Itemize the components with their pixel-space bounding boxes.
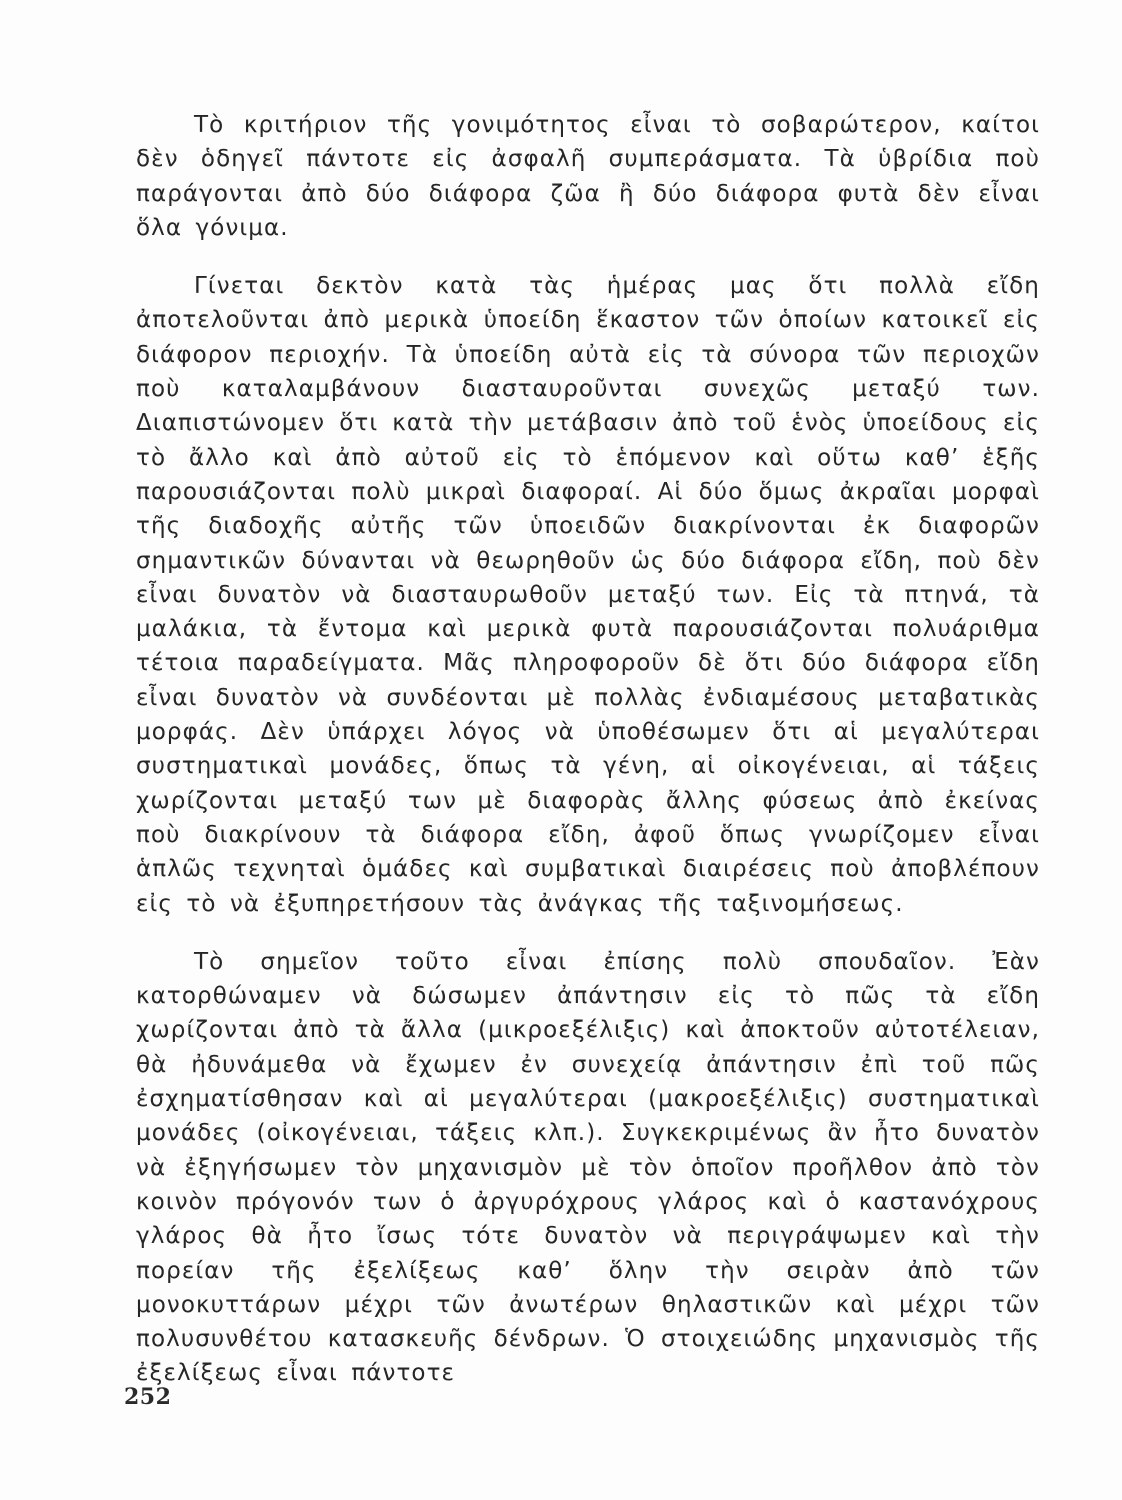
body-text xyxy=(136,108,1040,1391)
paragraph-fertility-criterion: Τὸ κριτήριον τῆς γονιμότητος εἶναι τὸ σοβαρώτερον, καίτοι δὲν ὁδηγεῖ πάντοτε εἰς ἀσφαλῆ συμπεράσματα. Τὰ ὑβρίδια ποὺ παράγονται ἀπὸ δύο διάφορα ζῶα ἢ δύο διάφορα φυτὰ δὲν εἶναι ὅλα γόνιμα. xyxy=(136,112,1040,241)
paragraph-microevolution: Τὸ σημεῖον τοῦτο εἶναι ἐπίσης πολὺ σπουδαῖον. Ἐὰν κατορθώναμεν νὰ δώσωμεν ἀπάντησιν εἰς τὸ πῶς τὰ εἴδη χωρίζονται ἀπὸ τὰ ἄλλα (μικροεξέλιξις) καὶ ἀποκτοῦν αὐτοτέλειαν, θὰ ἠδυνάμεθα νὰ ἔχωμεν ἐν συνεχείᾳ ἀπάντησιν ἐπὶ τοῦ πῶς ἐσχηματίσθησαν καὶ αἱ μεγαλύτεραι (μακροεξέλιξις) συστηματικαὶ μονάδες (οἰκογένειαι, τάξεις κλπ.). Συγκεκριμένως ἂν ἦτο δυνατὸν νὰ ἐξηγήσωμεν τὸν μηχανισμὸν μὲ τὸν ὁποῖον προῆλθον ἀπὸ τὸν κοινὸν πρόγονόν των ὁ ἀργυρόχρους γλάρος καὶ ὁ καστανόχρους γλάρος θὰ ἦτο ἴσως τότε δυνατὸν νὰ περιγράψωμεν καὶ τὴν πορείαν τῆς ἐξελίξεως καθ’ ὅλην τὴν σειρὰν ἀπὸ τῶν μονοκυττάρων μέχρι τῶν ἀνωτέρων θηλαστικῶν καὶ μέχρι τῶν πολυσυνθέτου κατασκευῆς δένδρων. Ὁ στοιχειώδης μηχανισμὸς τῆς ἐξελίξεως εἶναι πάντοτε xyxy=(136,948,1040,1387)
page-number: 252 xyxy=(124,1384,172,1410)
paragraph-subspecies: Γίνεται δεκτὸν κατὰ τὰς ἡμέρας μας ὅτι πολλὰ εἴδη ἀποτελοῦνται ἀπὸ μερικὰ ὑποείδη ἕκαστον τῶν ὁποίων κατοικεῖ εἰς διάφορον περιοχήν. Τὰ ὑποείδη αὐτὰ εἰς τὰ σύνορα τῶν περιοχῶν ποὺ καταλαμβάνουν διασταυροῦνται συνεχῶς μεταξύ των. Διαπιστώνομεν ὅτι κατὰ τὴν μετάβασιν ἀπὸ τοῦ ἑνὸς ὑποείδους εἰς τὸ ἄλλο καὶ ἀπὸ αὐτοῦ εἰς τὸ ἑπόμενον καὶ οὕτω καθ’ ἑξῆς παρουσιάζονται πολὺ μικραὶ διαφοραί. Αἱ δύο ὅμως ἀκραῖαι μορφαὶ τῆς διαδοχῆς αὐτῆς τῶν ὑποειδῶν διακρίνονται ἐκ διαφορῶν σημαντικῶν δύνανται νὰ θεωρηθοῦν ὡς δύο διάφορα εἴδη, ποὺ δὲν εἶναι δυνατὸν νὰ διασταυρωθοῦν μεταξύ των. Εἰς τὰ πτηνά, τὰ μαλάκια, τὰ ἔντομα καὶ μερικὰ φυτὰ παρουσιάζονται πολυάριθμα τέτοια παραδείγματα. Μᾶς πληροφοροῦν δὲ ὅτι δύο διάφορα εἴδη εἶναι δυνατὸν νὰ συνδέονται μὲ πολλὰς ἐνδιαμέσους μεταβατικὰς μορφάς. Δὲν ὑπάρχει λόγος νὰ ὑποθέσωμεν ὅτι αἱ μεγαλύτεραι συστηματικαὶ μονάδες, ὅπως τὰ γένη, αἱ οἰκογένειαι, αἱ τάξεις χωρίζονται μεταξύ των μὲ διαφορὰς ἄλλης φύσεως ἀπὸ ἐκείνας ποὺ διακρίνουν τὰ διάφορα εἴδη, ἀφοῦ ὅπως γνωρίζομεν εἶναι ἁπλῶς τεχνηταὶ ὁμάδες καὶ συμβατικαὶ διαιρέσεις ποὺ ἀποβλέπουν εἰς τὸ νὰ ἐξυπηρετήσουν τὰς ἀνάγκας τῆς ταξινομήσεως. xyxy=(136,273,1040,917)
